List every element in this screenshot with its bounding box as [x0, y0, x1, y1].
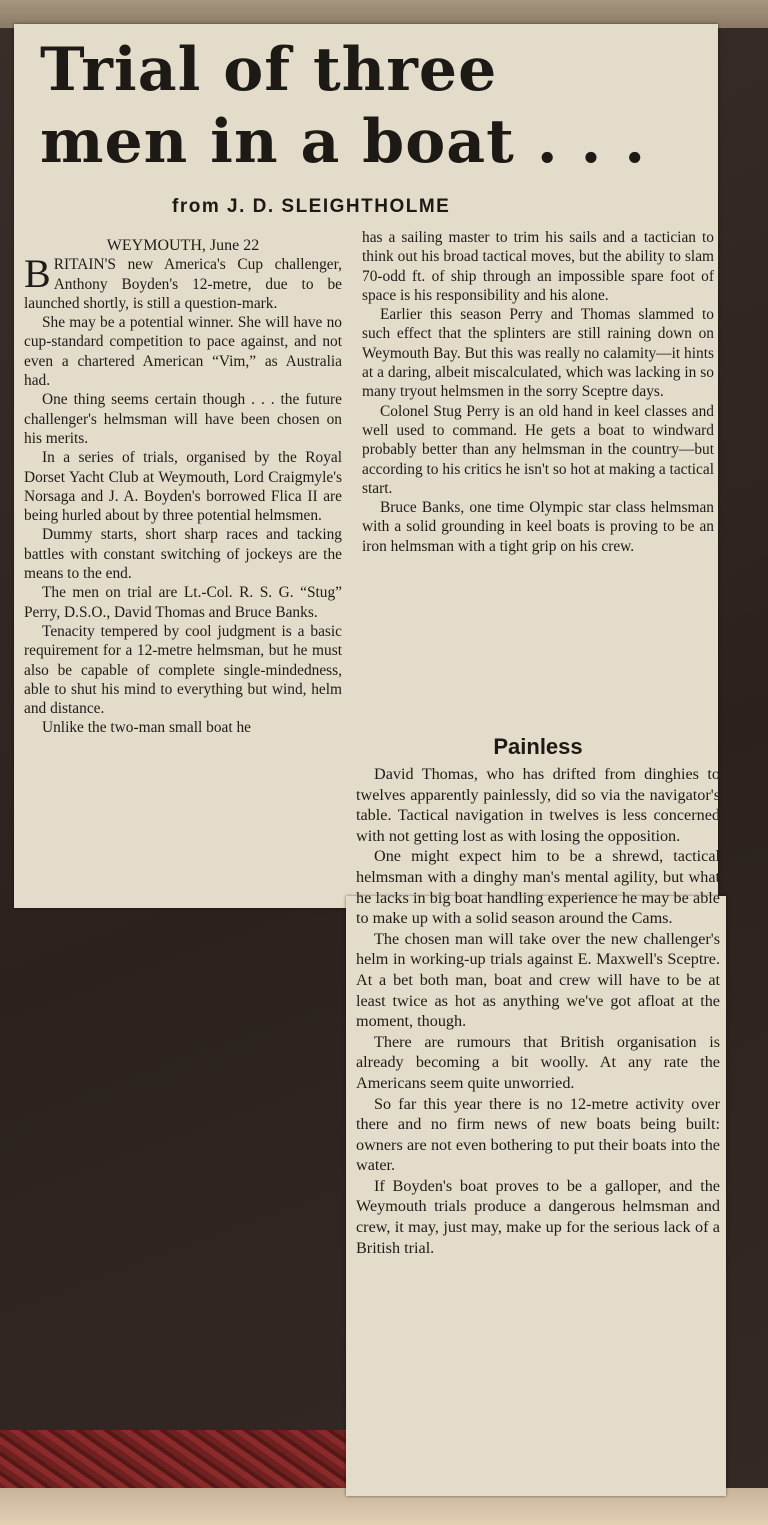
red-fabric-corner	[0, 1430, 360, 1490]
right-column	[362, 228, 714, 556]
paragraph: The chosen man will take over the new challenger's helm in working-up trials against E. Maxwell's Sceptre. At a bet both man, boat and crew will have to be at least twice as hot as anything we've got afloat at the moment, though.	[356, 929, 720, 1031]
lead-text: RITAIN'S new America's Cup challenger, Anthony Boyden's 12-metre, due to be launched shortly, is still a question-mark.	[24, 256, 342, 312]
paragraph: There are rumours that British organisation is already becoming a bit woolly. At any rate the Americans seem quite unworried.	[356, 1032, 720, 1092]
paragraph: Earlier this season Perry and Thomas slammed to such effect that the splinters are still raining down on Weymouth Bay. But this was really no calamity—it hints at a daring, albeit miscalculated, which was lacking in so many tryout helmsmen in the sorry Sceptre days.	[362, 306, 714, 401]
paragraph: has a sailing master to trim his sails and a tactician to think out his broad tactical moves, but the ability to slam 70-odd ft. of ship through an impossible spare foot of space is his responsibility and his alone.	[362, 229, 714, 304]
headline-line-2: men in a boat . . .	[40, 107, 647, 177]
subhead: Painless	[493, 734, 583, 759]
paragraph: Dummy starts, short sharp races and tacking battles with constant switching of jockeys are the means to the end.	[24, 526, 342, 583]
paragraph: If Boyden's boat proves to be a galloper, and the Weymouth trials produce a dangerous helmsman and crew, it may, just may, make up for the serious lack of a British trial.	[356, 1176, 720, 1257]
paragraph: One thing seems certain though . . . the future challenger's helmsman will have been chosen on his merits.	[24, 391, 342, 447]
continued-column	[356, 764, 720, 1258]
paragraph: In a series of trials, organised by the Royal Dorset Yacht Club at Weymouth, Lord Craigmyle's Norsaga and J. A. Boyden's borrowed Flica II are being hurled about by three potential helmsmen.	[24, 449, 342, 525]
continued-column-frame	[356, 764, 720, 1490]
paragraph: Bruce Banks, one time Olympic star class helmsman with a solid grounding in keel boats is proving to be an iron helmsman with a tight grip on his crew.	[362, 499, 714, 555]
left-column	[24, 236, 342, 738]
paragraph: David Thomas, who has drifted from dinghies to twelves apparently painlessly, did so via the navigator's table. Tactical navigation in twelves is less concerned with not getting lost as with losing the opposition.	[356, 765, 720, 845]
paragraph: Tenacity tempered by cool judgment is a basic requirement for a 12-metre helmsman, but he must also be capable of complete single-mindedness, able to shut his mind to everything but wind, helm and distance.	[24, 622, 342, 718]
paragraph: She may be a potential winner. She will have no cup-standard competition to pace against, and not even a chartered American “Vim,” as Australia had.	[24, 314, 342, 390]
paragraph: One might expect him to be a shrewd, tactical helmsman with a dinghy man's mental agility, but what he lacks in big boat handling experience he may be able to make up with a solid season around the Cams.	[356, 847, 720, 928]
right-column-frame	[362, 228, 714, 728]
paragraph: The men on trial are Lt.-Col. R. S. G. “Stug” Perry, D.S.O., David Thomas and Bruce Banks.	[24, 584, 342, 621]
dateline: WEYMOUTH, June 22	[106, 237, 260, 254]
lead-paragraph	[24, 251, 342, 313]
paragraph: Unlike the two-man small boat he	[42, 719, 252, 737]
headline-line-1: Trial of three	[40, 35, 498, 105]
headline	[40, 34, 700, 178]
left-column-frame	[24, 236, 342, 900]
drop-cap: B	[24, 251, 51, 297]
paragraph: So far this year there is no 12-metre activity over there and no firm news of new boats being built: owners are not even bothering to put their boats into the water.	[356, 1094, 720, 1175]
paragraph: Colonel Stug Perry is an old hand in keel classes and well used to command. He gets a boat to windward probably better than any helmsman in the country—but according to his critics he isn't so hot at making a tactical start.	[362, 402, 714, 497]
byline: from J. D. SLEIGHTHOLME	[172, 196, 451, 217]
